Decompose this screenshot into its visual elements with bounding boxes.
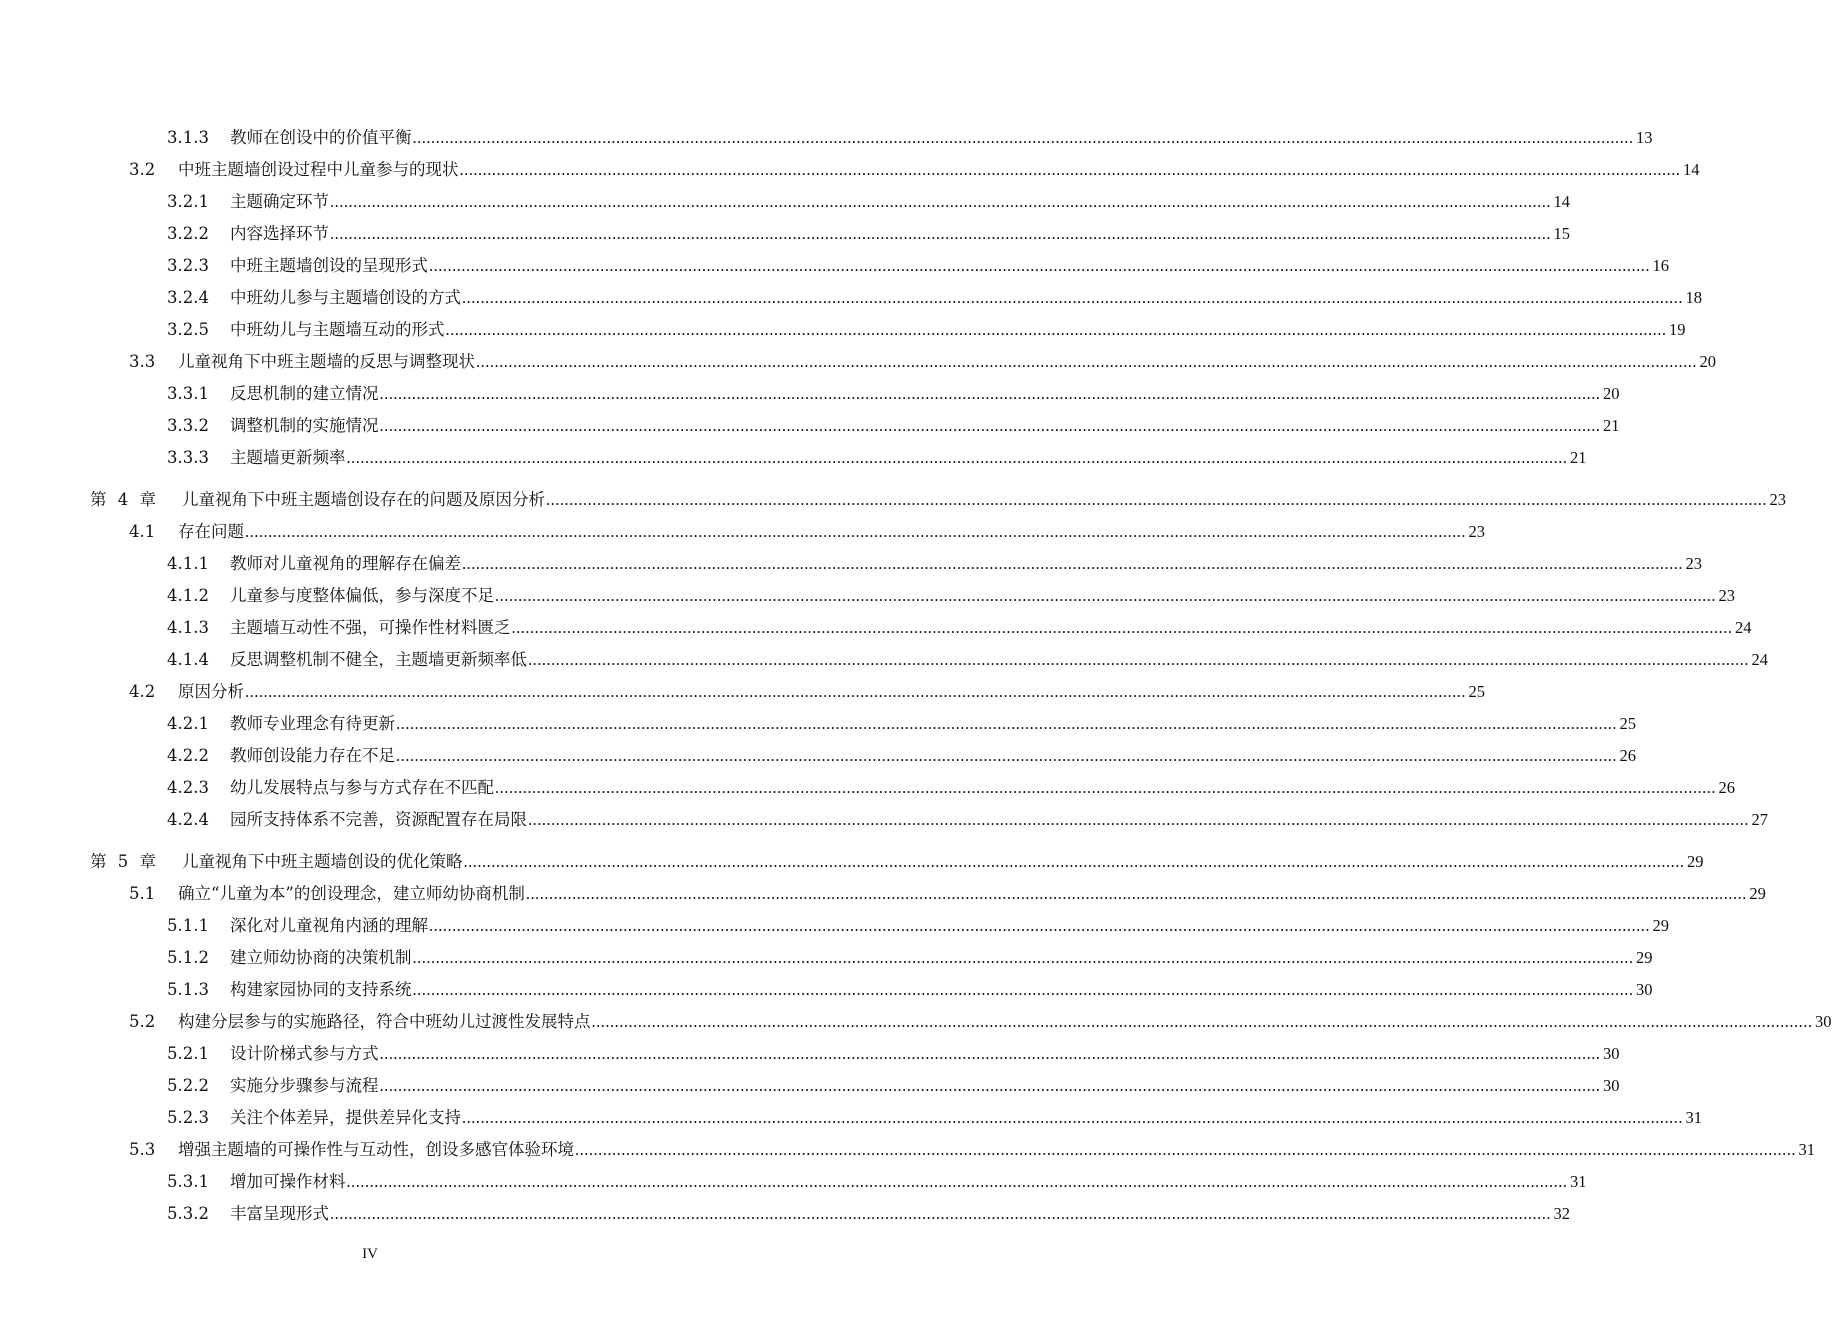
toc-entry-sub[interactable] bbox=[90, 180, 1570, 212]
toc-entry-sub[interactable] bbox=[90, 542, 1702, 574]
toc-entry-sub[interactable] bbox=[90, 1096, 1702, 1128]
toc-entry-page: 21 bbox=[1570, 448, 1587, 467]
toc-entry-title: 主题确定环节 bbox=[230, 192, 329, 211]
toc-dot-leader bbox=[396, 714, 1617, 734]
toc-entry-page: 31 bbox=[1798, 1140, 1815, 1159]
toc-entry-page: 25 bbox=[1619, 714, 1636, 733]
toc-dot-leader bbox=[446, 320, 1667, 340]
toc-dot-leader bbox=[245, 522, 1466, 542]
toc-entry-number: 3.2.1 bbox=[167, 192, 209, 211]
toc-entry-title: 关注个体差异，提供差异化支持 bbox=[230, 1108, 461, 1127]
toc-entry-sec[interactable] bbox=[90, 340, 1716, 372]
toc-dot-leader bbox=[476, 352, 1697, 372]
toc-dot-leader bbox=[512, 618, 1733, 638]
toc-entry-page: 29 bbox=[1687, 852, 1704, 871]
toc-entry-number: 5.2 bbox=[129, 1012, 156, 1031]
toc-entry-page: 24 bbox=[1751, 650, 1768, 669]
toc-entry-number: 3.1.3 bbox=[167, 128, 209, 147]
toc-entry-page: 31 bbox=[1570, 1172, 1587, 1191]
toc-dot-leader bbox=[380, 1044, 1601, 1064]
toc-dot-leader bbox=[380, 1076, 1601, 1096]
toc-entry-title: 中班幼儿参与主题墙创设的方式 bbox=[230, 288, 461, 307]
toc-entry-page: 27 bbox=[1751, 810, 1768, 829]
toc-entry-number: 5.3.1 bbox=[167, 1172, 209, 1191]
toc-entry-number: 5.2.1 bbox=[167, 1044, 209, 1063]
toc-entry-title: 儿童视角下中班主题墙创设的优化策略 bbox=[182, 852, 463, 871]
toc-entry-page: 14 bbox=[1683, 160, 1700, 179]
toc-entry-page: 24 bbox=[1735, 618, 1752, 637]
toc-entry-number: 3.2.2 bbox=[167, 224, 209, 243]
toc-dot-leader bbox=[380, 384, 1601, 404]
toc-entry-title: 建立师幼协商的决策机制 bbox=[230, 948, 412, 967]
toc-entry-sub[interactable] bbox=[90, 276, 1702, 308]
toc-entry-sub[interactable] bbox=[90, 1160, 1587, 1192]
toc-entry-title: 教师创设能力存在不足 bbox=[230, 746, 395, 765]
toc-dot-leader bbox=[330, 224, 1551, 244]
toc-entry-page: 29 bbox=[1749, 884, 1766, 903]
toc-dot-leader bbox=[429, 916, 1650, 936]
toc-entry-title: 构建分层参与的实施路径，符合中班幼儿过渡性发展特点 bbox=[178, 1012, 591, 1031]
toc-entry-sub[interactable] bbox=[90, 244, 1669, 276]
toc-entry-sub[interactable] bbox=[90, 798, 1768, 830]
toc-entry-chap[interactable] bbox=[90, 830, 1704, 872]
toc-entry-page: 23 bbox=[1718, 586, 1735, 605]
toc-entry-sec[interactable] bbox=[90, 1128, 1815, 1160]
toc-entry-title: 增加可操作材料 bbox=[230, 1172, 346, 1191]
toc-entry-page: 15 bbox=[1553, 224, 1570, 243]
toc-entry-title: 主题墙更新频率 bbox=[230, 448, 346, 467]
toc-entry-page: 13 bbox=[1636, 128, 1653, 147]
toc-entry-title: 中班主题墙创设过程中儿童参与的现状 bbox=[178, 160, 459, 179]
toc-entry-page: 30 bbox=[1603, 1044, 1620, 1063]
toc-dot-leader bbox=[462, 288, 1683, 308]
toc-entry-sec[interactable] bbox=[90, 148, 1700, 180]
toc-dot-leader bbox=[413, 128, 1634, 148]
toc-entry-number: 5.1 bbox=[129, 884, 156, 903]
toc-dot-leader bbox=[347, 1172, 1568, 1192]
toc-entry-number: 4.2.2 bbox=[167, 746, 209, 765]
toc-entry-title: 构建家园协同的支持系统 bbox=[230, 980, 412, 999]
toc-entry-title: 儿童视角下中班主题墙创设存在的问题及原因分析 bbox=[182, 490, 545, 509]
toc-entry-number: 4.1.2 bbox=[167, 586, 209, 605]
toc-entry-number: 5.3 bbox=[129, 1140, 156, 1159]
toc-entry-number: 5.1.3 bbox=[167, 980, 209, 999]
toc-entry-sub[interactable] bbox=[90, 574, 1735, 606]
toc-entry-page: 16 bbox=[1652, 256, 1669, 275]
toc-entry-sub[interactable] bbox=[90, 766, 1735, 798]
toc-dot-leader bbox=[380, 416, 1601, 436]
toc-dot-leader bbox=[413, 948, 1634, 968]
toc-entry-page: 18 bbox=[1685, 288, 1702, 307]
toc-dot-leader bbox=[330, 1204, 1551, 1224]
toc-entry-page: 26 bbox=[1619, 746, 1636, 765]
toc-dot-leader bbox=[526, 884, 1747, 904]
toc-entry-title: 存在问题 bbox=[178, 522, 244, 541]
toc-dot-leader bbox=[462, 554, 1683, 574]
toc-entry-title: 丰富呈现形式 bbox=[230, 1204, 329, 1223]
toc-dot-leader bbox=[495, 586, 1716, 606]
toc-entry-number: 4.1 bbox=[129, 522, 156, 541]
toc-entry-number: 4.2.1 bbox=[167, 714, 209, 733]
toc-entry-title: 调整机制的实施情况 bbox=[230, 416, 379, 435]
toc-entry-number: 4.2.4 bbox=[167, 810, 209, 829]
toc-entry-page: 26 bbox=[1718, 778, 1735, 797]
toc-entry-title: 中班主题墙创设的呈现形式 bbox=[230, 256, 428, 275]
toc-entry-sub[interactable] bbox=[90, 308, 1686, 340]
toc-entry-title: 增强主题墙的可操作性与互动性，创设多感官体验环境 bbox=[178, 1140, 574, 1159]
toc-entry-sub[interactable] bbox=[90, 606, 1752, 638]
toc-entry-number: 5.2.3 bbox=[167, 1108, 209, 1127]
toc-entry-title: 中班幼儿与主题墙互动的形式 bbox=[230, 320, 445, 339]
toc-entry-sub[interactable] bbox=[90, 936, 1653, 968]
toc-dot-leader bbox=[462, 1108, 1683, 1128]
toc-entry-sub[interactable] bbox=[90, 436, 1587, 468]
toc-entry-page: 30 bbox=[1603, 1076, 1620, 1095]
toc-entry-number: 3.2.3 bbox=[167, 256, 209, 275]
toc-entry-number: 第 5 章 bbox=[90, 852, 156, 871]
toc-entry-number: 3.2 bbox=[129, 160, 156, 179]
toc-dot-leader bbox=[592, 1012, 1813, 1032]
toc-entry-title: 儿童参与度整体偏低，参与深度不足 bbox=[230, 586, 494, 605]
toc-entry-page: 23 bbox=[1769, 490, 1786, 509]
toc-entry-number: 5.1.2 bbox=[167, 948, 209, 967]
toc-entry-number: 3.3 bbox=[129, 352, 156, 371]
toc-entry-number: 3.3.3 bbox=[167, 448, 209, 467]
toc-dot-leader bbox=[330, 192, 1551, 212]
toc-entry-sec[interactable] bbox=[90, 670, 1485, 702]
toc-entry-page: 19 bbox=[1669, 320, 1686, 339]
toc-entry-sub[interactable] bbox=[90, 212, 1570, 244]
toc-entry-number: 4.2.3 bbox=[167, 778, 209, 797]
toc-entry-title: 园所支持体系不完善，资源配置存在局限 bbox=[230, 810, 527, 829]
toc-dot-leader bbox=[413, 980, 1634, 1000]
toc-entry-number: 第 4 章 bbox=[90, 490, 156, 509]
toc-entry-page: 23 bbox=[1685, 554, 1702, 573]
toc-entry-sec[interactable] bbox=[90, 510, 1485, 542]
page-number-footer: IV bbox=[362, 1246, 378, 1262]
toc-entry-number: 4.1.4 bbox=[167, 650, 209, 669]
toc-entry-sub[interactable] bbox=[90, 372, 1620, 404]
toc-entry-title: 反思调整机制不健全，主题墙更新频率低 bbox=[230, 650, 527, 669]
toc-dot-leader bbox=[546, 490, 1767, 510]
toc-entry-sec[interactable] bbox=[90, 872, 1766, 904]
toc-entry-sub[interactable] bbox=[90, 734, 1636, 766]
toc-dot-leader bbox=[575, 1140, 1796, 1160]
toc-entry-number: 5.3.2 bbox=[167, 1204, 209, 1223]
toc-entry-page: 32 bbox=[1553, 1204, 1570, 1223]
toc-entry-title: 主题墙互动性不强，可操作性材料匮乏 bbox=[230, 618, 511, 637]
toc-entry-page: 31 bbox=[1685, 1108, 1702, 1127]
toc-entry-page: 23 bbox=[1468, 522, 1485, 541]
toc-entry-number: 3.2.4 bbox=[167, 288, 209, 307]
toc-dot-leader bbox=[464, 852, 1685, 872]
toc-entry-sub[interactable] bbox=[90, 404, 1620, 436]
toc-entry-page: 25 bbox=[1468, 682, 1485, 701]
toc-entry-chap[interactable] bbox=[90, 468, 1786, 510]
toc-entry-number: 3.3.2 bbox=[167, 416, 209, 435]
toc-entry-title: 原因分析 bbox=[178, 682, 244, 701]
toc-entry-page: 30 bbox=[1636, 980, 1653, 999]
toc-entry-number: 4.1.3 bbox=[167, 618, 209, 637]
toc-entry-number: 5.1.1 bbox=[167, 916, 209, 935]
toc-dot-leader bbox=[429, 256, 1650, 276]
toc-entry-sub[interactable] bbox=[90, 1064, 1620, 1096]
toc-entry-sub[interactable] bbox=[90, 702, 1636, 734]
toc-entry-title: 深化对儿童视角内涵的理解 bbox=[230, 916, 428, 935]
toc-dot-leader bbox=[528, 810, 1749, 830]
toc-entry-page: 29 bbox=[1636, 948, 1653, 967]
toc-dot-leader bbox=[396, 746, 1617, 766]
toc-entry-sec[interactable] bbox=[90, 1000, 1832, 1032]
toc-entry-title: 教师在创设中的价值平衡 bbox=[230, 128, 412, 147]
toc-dot-leader bbox=[460, 160, 1681, 180]
toc-entry-title: 教师专业理念有待更新 bbox=[230, 714, 395, 733]
toc-entry-page: 20 bbox=[1603, 384, 1620, 403]
toc-entry-page: 14 bbox=[1553, 192, 1570, 211]
toc-entry-sub[interactable] bbox=[90, 904, 1669, 936]
toc-entry-number: 3.2.5 bbox=[167, 320, 209, 339]
toc-dot-leader bbox=[495, 778, 1716, 798]
toc-dot-leader bbox=[528, 650, 1749, 670]
toc-entry-title: 实施分步骤参与流程 bbox=[230, 1076, 379, 1095]
toc-dot-leader bbox=[245, 682, 1466, 702]
toc-entry-title: 儿童视角下中班主题墙的反思与调整现状 bbox=[178, 352, 475, 371]
toc-entry-number: 4.1.1 bbox=[167, 554, 209, 573]
toc-entry-page: 21 bbox=[1603, 416, 1620, 435]
toc-entry-page: 20 bbox=[1699, 352, 1716, 371]
toc-entry-sub[interactable] bbox=[90, 1032, 1620, 1064]
toc-entry-title: 确立“儿童为本”的创设理念，建立师幼协商机制 bbox=[178, 884, 525, 903]
toc-entry-page: 30 bbox=[1815, 1012, 1832, 1031]
toc-entry-number: 4.2 bbox=[129, 682, 156, 701]
toc-entry-number: 5.2.2 bbox=[167, 1076, 209, 1095]
toc-dot-leader bbox=[347, 448, 1568, 468]
toc-entry-title: 内容选择环节 bbox=[230, 224, 329, 243]
toc-entry-page: 29 bbox=[1652, 916, 1669, 935]
toc-entry-title: 幼儿发展特点与参与方式存在不匹配 bbox=[230, 778, 494, 797]
toc-entry-sub[interactable] bbox=[90, 116, 1653, 148]
toc-entry-title: 教师对儿童视角的理解存在偏差 bbox=[230, 554, 461, 573]
toc-entry-title: 反思机制的建立情况 bbox=[230, 384, 379, 403]
toc-entry-sub[interactable] bbox=[90, 638, 1768, 670]
toc-entry-title: 设计阶梯式参与方式 bbox=[230, 1044, 379, 1063]
toc-entry-sub[interactable] bbox=[90, 968, 1653, 1000]
table-of-contents bbox=[90, 116, 1832, 1224]
toc-entry-number: 3.3.1 bbox=[167, 384, 209, 403]
toc-entry-sub[interactable] bbox=[90, 1192, 1570, 1224]
